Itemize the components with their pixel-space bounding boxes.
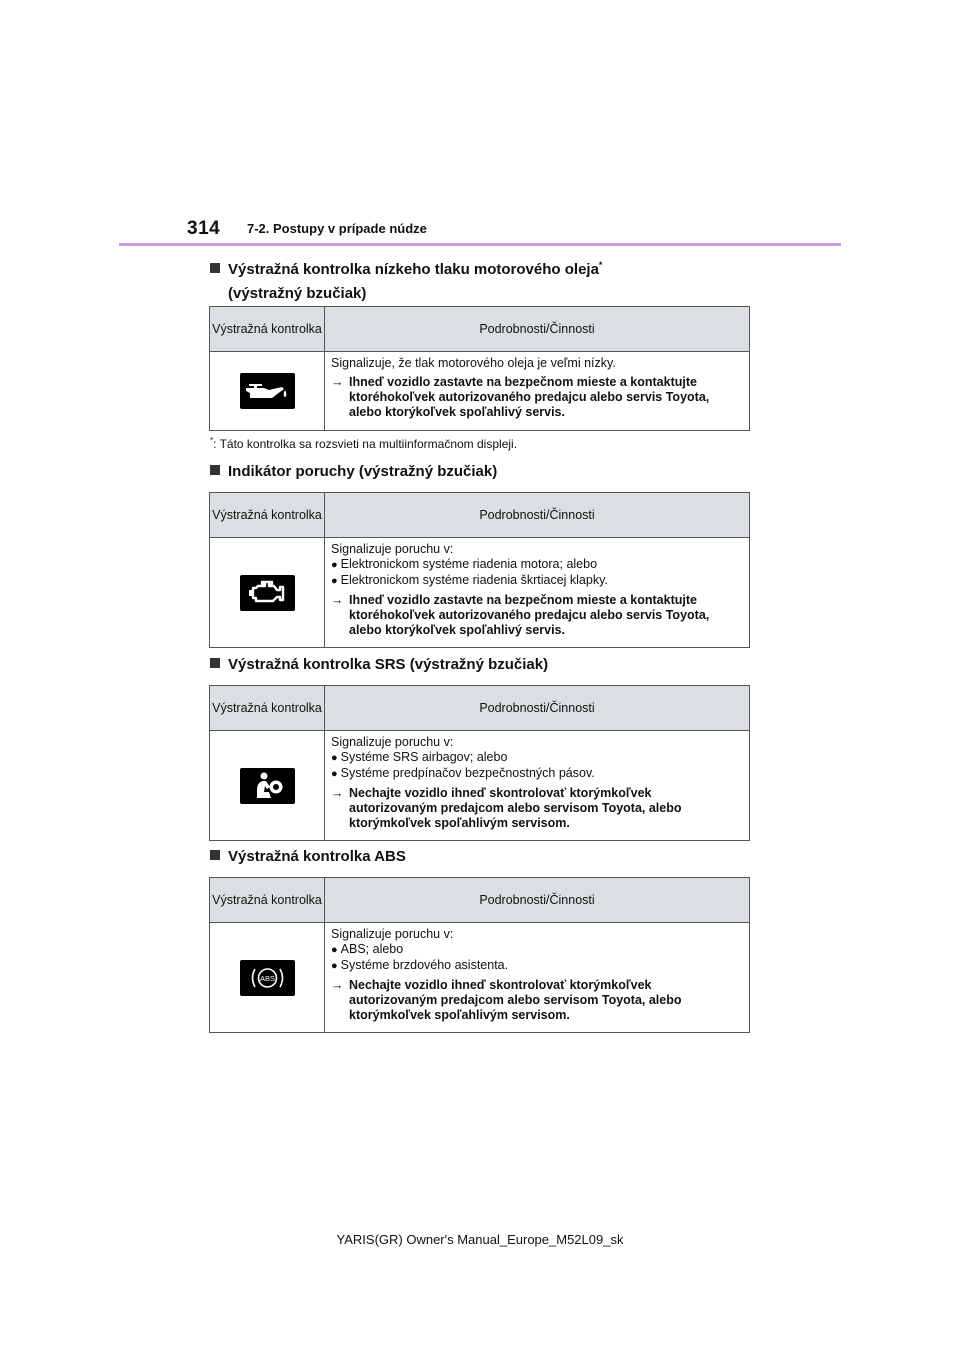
- heading-text: Výstražná kontrolka SRS (výstražný bzučiak): [228, 656, 549, 673]
- list-item: ● Systéme predpínačov bezpečnostných pásov.: [331, 766, 743, 782]
- square-bullet-icon: [210, 850, 220, 860]
- airbag-icon: [240, 768, 295, 804]
- action-text: Ihneď vozidlo zastavte na bezpečnom mieste a kontaktujte ktoréhokoľvek autorizovaného predajcu alebo servis Toyota, alebo ktorýkoľvek spoľahlivý servis.: [349, 593, 710, 637]
- table-header-row: [210, 307, 750, 352]
- action-text: Ihneď vozidlo zastavte na bezpečnom mieste a kontaktujte ktoréhokoľvek autorizovaného predajcu alebo servis Toyota, alebo ktorýkoľvek spoľahlivý servis.: [349, 375, 710, 419]
- arrow-icon: →: [331, 786, 344, 800]
- abs-icon-label: ABS: [259, 973, 275, 983]
- table-header-row: [210, 878, 750, 923]
- heading-text-continued: (výstražný bzučiak): [228, 285, 367, 302]
- section-title: 7-2. Postupy v prípade núdze: [247, 221, 427, 236]
- list-item: ● ABS; alebo: [331, 942, 743, 958]
- detail-cell: [325, 352, 750, 431]
- square-bullet-icon: [210, 658, 220, 668]
- heading-text: Výstražná kontrolka nízkeho tlaku motorového oleja: [228, 261, 599, 278]
- heading-oil-pressure: [210, 253, 602, 306]
- arrow-icon: →: [331, 593, 344, 607]
- heading-text: Indikátor poruchy (výstražný bzučiak): [228, 463, 498, 480]
- action-text: Nechajte vozidlo ihneď skontrolovať ktorýmkoľvek autorizovaným predajcom alebo servisom Toyota, alebo ktorýmkoľvek spoľahlivým servisom.: [349, 978, 682, 1022]
- warning-table-abs: [209, 877, 750, 1033]
- column-header-light: Výstražná kontrolka: [210, 493, 325, 538]
- oil-pressure-icon: [240, 373, 295, 409]
- heading-malfunction-indicator: [210, 460, 497, 484]
- footnote: [210, 436, 517, 451]
- arrow-icon: →: [331, 375, 344, 389]
- manual-footer: YARIS(GR) Owner's Manual_Europe_M52L09_sk: [336, 1232, 624, 1247]
- detail-intro: Signalizuje poruchu v:: [331, 927, 454, 941]
- column-header-details: Podrobnosti/Činnosti: [325, 878, 750, 923]
- footnote-marker: *: [598, 260, 603, 270]
- action-instruction: [331, 978, 743, 1023]
- icon-cell: [210, 923, 325, 1033]
- detail-cell: [325, 731, 750, 841]
- square-bullet-icon: [210, 263, 220, 273]
- list-item: ● Systéme brzdového asistenta.: [331, 958, 743, 974]
- detail-cell: [325, 538, 750, 648]
- list-item: ● Elektronickom systéme riadenia škrtiacej klapky.: [331, 573, 743, 589]
- column-header-light: Výstražná kontrolka: [210, 307, 325, 352]
- footnote-mark: *: [210, 436, 214, 445]
- column-header-details: Podrobnosti/Činnosti: [325, 686, 750, 731]
- header-divider: [119, 243, 841, 246]
- detail-intro: Signalizuje poruchu v:: [331, 735, 454, 749]
- action-instruction: [331, 593, 743, 638]
- square-bullet-icon: [210, 465, 220, 475]
- arrow-icon: →: [331, 978, 344, 992]
- icon-cell: [210, 731, 325, 841]
- table-row: [210, 538, 750, 648]
- icon-cell: [210, 538, 325, 648]
- table-row: [210, 923, 750, 1033]
- detail-intro: Signalizuje poruchu v:: [331, 542, 454, 556]
- action-instruction: [331, 786, 743, 831]
- footnote-text: : Táto kontrolka sa rozsvieti na multiinformačnom displeji.: [213, 437, 518, 451]
- detail-cell: [325, 923, 750, 1033]
- list-item: ● Systéme SRS airbagov; alebo: [331, 750, 743, 766]
- action-text: Nechajte vozidlo ihneď skontrolovať ktorýmkoľvek autorizovaným predajcom alebo servisom Toyota, alebo ktorýmkoľvek spoľahlivým servisom.: [349, 786, 682, 830]
- page-number: 314: [187, 218, 221, 239]
- list-item: ● Elektronickom systéme riadenia motora; alebo: [331, 557, 743, 573]
- warning-table-srs: [209, 685, 750, 841]
- column-header-light: Výstražná kontrolka: [210, 878, 325, 923]
- table-row: [210, 731, 750, 841]
- table-header-row: [210, 493, 750, 538]
- heading-srs: [210, 653, 548, 677]
- action-instruction: [331, 375, 743, 420]
- column-header-light: Výstražná kontrolka: [210, 686, 325, 731]
- table-row: [210, 352, 750, 431]
- icon-cell: [210, 352, 325, 431]
- column-header-details: Podrobnosti/Činnosti: [325, 493, 750, 538]
- heading-text: Výstražná kontrolka ABS: [228, 848, 406, 865]
- column-header-details: Podrobnosti/Činnosti: [325, 307, 750, 352]
- heading-abs: [210, 845, 406, 869]
- check-engine-icon: [240, 575, 295, 611]
- warning-table-oil-pressure: [209, 306, 750, 431]
- abs-icon: [240, 960, 295, 996]
- detail-intro: Signalizuje, že tlak motorového oleja je veľmi nízky.: [331, 356, 616, 370]
- warning-table-malfunction: [209, 492, 750, 648]
- table-header-row: [210, 686, 750, 731]
